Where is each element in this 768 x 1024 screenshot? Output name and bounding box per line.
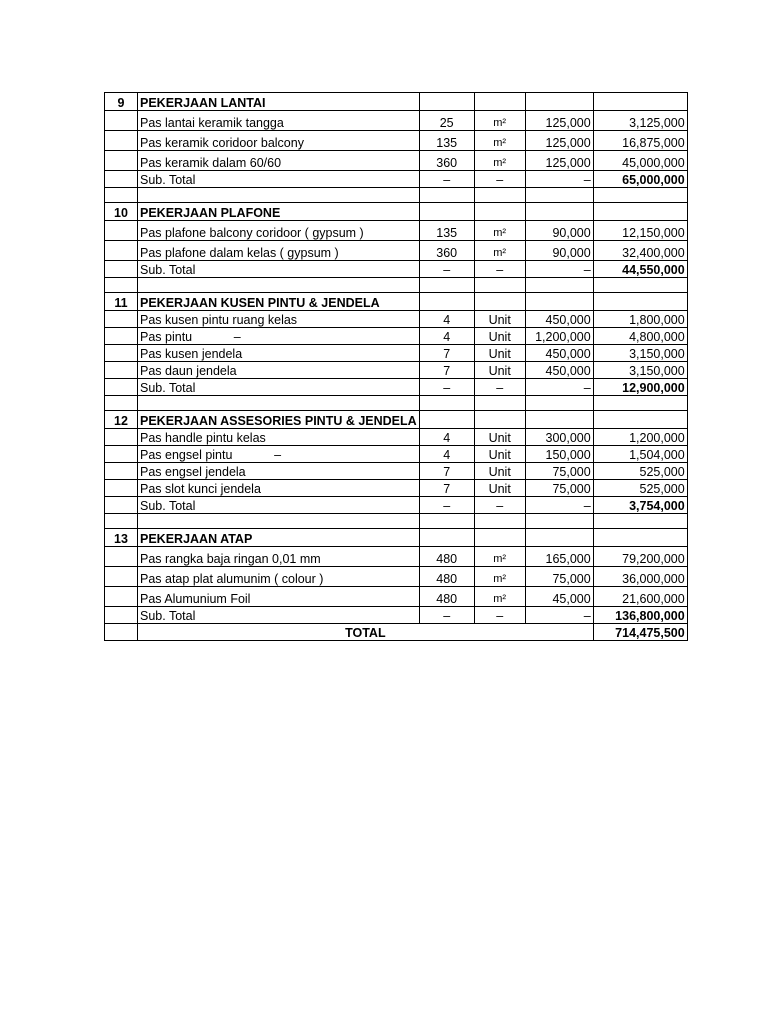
grand-total-amount: 714,475,500 xyxy=(593,624,687,641)
subtotal-volume: – xyxy=(419,379,474,396)
table-row xyxy=(105,446,688,463)
item-unit-price: 1,200,000 xyxy=(525,328,593,345)
section-title: PEKERJAAN KUSEN PINTU & JENDELA xyxy=(138,293,420,311)
item-description: Pas plafone balcony coridoor ( gypsum ) xyxy=(138,221,420,241)
item-volume: 4 xyxy=(419,446,474,463)
item-unit: m² xyxy=(474,131,525,151)
item-unit: Unit xyxy=(474,362,525,379)
subtotal-price: – xyxy=(525,261,593,278)
subtotal-volume: – xyxy=(419,607,474,624)
item-description: Pas engsel jendela xyxy=(138,463,420,480)
subtotal-label: Sub. Total xyxy=(138,607,420,624)
subtotal-label: Sub. Total xyxy=(138,379,420,396)
section-title: PEKERJAAN ASSESORIES PINTU & JENDELA xyxy=(138,411,420,429)
item-volume: 7 xyxy=(419,480,474,497)
table-row xyxy=(105,345,688,362)
subtotal-unit: – xyxy=(474,497,525,514)
blank-row xyxy=(105,514,688,529)
item-description: Pas Alumunium Foil xyxy=(138,587,420,607)
item-description: Pas lantai keramik tangga xyxy=(138,111,420,131)
item-amount: 1,200,000 xyxy=(593,429,687,446)
table-row xyxy=(105,567,688,587)
item-unit: Unit xyxy=(474,480,525,497)
item-unit-price: 125,000 xyxy=(525,131,593,151)
subtotal-amount: 3,754,000 xyxy=(593,497,687,514)
subtotal-amount: 44,550,000 xyxy=(593,261,687,278)
subtotal-price: – xyxy=(525,379,593,396)
table-row xyxy=(105,362,688,379)
item-unit: m² xyxy=(474,151,525,171)
section-header-row xyxy=(105,293,688,311)
item-unit: m² xyxy=(474,221,525,241)
item-description: Pas pintu – xyxy=(138,328,420,345)
subtotal-label: Sub. Total xyxy=(138,261,420,278)
blank-row xyxy=(105,278,688,293)
item-amount: 3,150,000 xyxy=(593,345,687,362)
item-volume: 7 xyxy=(419,463,474,480)
item-unit-price: 90,000 xyxy=(525,241,593,261)
section-title: PEKERJAAN LANTAI xyxy=(138,93,420,111)
subtotal-unit: – xyxy=(474,607,525,624)
subtotal-row xyxy=(105,261,688,278)
item-unit-price: 125,000 xyxy=(525,151,593,171)
grand-total-row xyxy=(105,624,688,641)
section-number: 9 xyxy=(105,93,138,111)
section-header-row xyxy=(105,411,688,429)
table-row xyxy=(105,480,688,497)
item-unit: Unit xyxy=(474,463,525,480)
subtotal-volume: – xyxy=(419,497,474,514)
item-description: Pas keramik coridoor balcony xyxy=(138,131,420,151)
item-unit: Unit xyxy=(474,429,525,446)
subtotal-price: – xyxy=(525,607,593,624)
item-description: Pas kusen jendela xyxy=(138,345,420,362)
item-unit-price: 450,000 xyxy=(525,345,593,362)
item-unit: m² xyxy=(474,567,525,587)
item-volume: 4 xyxy=(419,328,474,345)
subtotal-amount: 12,900,000 xyxy=(593,379,687,396)
item-amount: 1,504,000 xyxy=(593,446,687,463)
blank-row xyxy=(105,188,688,203)
subtotal-row xyxy=(105,171,688,188)
grand-total-label: TOTAL xyxy=(138,624,594,641)
item-volume: 360 xyxy=(419,241,474,261)
table-row xyxy=(105,463,688,480)
item-amount: 32,400,000 xyxy=(593,241,687,261)
item-unit-price: 150,000 xyxy=(525,446,593,463)
subtotal-price: – xyxy=(525,171,593,188)
item-unit-price: 450,000 xyxy=(525,311,593,328)
item-description: Pas atap plat alumunim ( colour ) xyxy=(138,567,420,587)
item-volume: 4 xyxy=(419,311,474,328)
item-unit: Unit xyxy=(474,311,525,328)
item-unit-price: 125,000 xyxy=(525,111,593,131)
item-volume: 360 xyxy=(419,151,474,171)
item-volume: 4 xyxy=(419,429,474,446)
item-amount: 4,800,000 xyxy=(593,328,687,345)
item-amount: 525,000 xyxy=(593,480,687,497)
item-unit-price: 75,000 xyxy=(525,567,593,587)
item-volume: 25 xyxy=(419,111,474,131)
item-unit-price: 450,000 xyxy=(525,362,593,379)
section-header-row xyxy=(105,203,688,221)
item-description: Pas slot kunci jendela xyxy=(138,480,420,497)
item-volume: 7 xyxy=(419,345,474,362)
item-unit-price: 165,000 xyxy=(525,547,593,567)
item-unit-price: 75,000 xyxy=(525,463,593,480)
section-number: 11 xyxy=(105,293,138,311)
item-description: Pas kusen pintu ruang kelas xyxy=(138,311,420,328)
subtotal-unit: – xyxy=(474,171,525,188)
table-row xyxy=(105,111,688,131)
item-unit: m² xyxy=(474,111,525,131)
item-amount: 12,150,000 xyxy=(593,221,687,241)
item-amount: 3,125,000 xyxy=(593,111,687,131)
item-volume: 7 xyxy=(419,362,474,379)
item-unit: Unit xyxy=(474,328,525,345)
item-volume: 135 xyxy=(419,221,474,241)
subtotal-label: Sub. Total xyxy=(138,497,420,514)
subtotal-amount: 65,000,000 xyxy=(593,171,687,188)
item-description: Pas rangka baja ringan 0,01 mm xyxy=(138,547,420,567)
item-amount: 79,200,000 xyxy=(593,547,687,567)
section-number: 12 xyxy=(105,411,138,429)
item-amount: 1,800,000 xyxy=(593,311,687,328)
item-volume: 480 xyxy=(419,547,474,567)
table-row xyxy=(105,151,688,171)
item-description: Pas handle pintu kelas xyxy=(138,429,420,446)
subtotal-label: Sub. Total xyxy=(138,171,420,188)
cost-estimate-table xyxy=(104,92,688,641)
subtotal-volume: – xyxy=(419,171,474,188)
item-unit: Unit xyxy=(474,345,525,362)
table-row xyxy=(105,131,688,151)
table-row xyxy=(105,429,688,446)
item-unit-price: 75,000 xyxy=(525,480,593,497)
item-volume: 135 xyxy=(419,131,474,151)
table-row xyxy=(105,547,688,567)
item-amount: 3,150,000 xyxy=(593,362,687,379)
table-row xyxy=(105,221,688,241)
item-description: Pas daun jendela xyxy=(138,362,420,379)
item-description: Pas plafone dalam kelas ( gypsum ) xyxy=(138,241,420,261)
subtotal-volume: – xyxy=(419,261,474,278)
item-unit-price: 90,000 xyxy=(525,221,593,241)
subtotal-unit: – xyxy=(474,261,525,278)
item-description: Pas engsel pintu – xyxy=(138,446,420,463)
item-description: Pas keramik dalam 60/60 xyxy=(138,151,420,171)
item-amount: 16,875,000 xyxy=(593,131,687,151)
section-number: 10 xyxy=(105,203,138,221)
item-unit-price: 300,000 xyxy=(525,429,593,446)
subtotal-row xyxy=(105,497,688,514)
item-unit-price: 45,000 xyxy=(525,587,593,607)
item-amount: 45,000,000 xyxy=(593,151,687,171)
item-amount: 525,000 xyxy=(593,463,687,480)
table-row xyxy=(105,587,688,607)
section-number: 13 xyxy=(105,529,138,547)
item-unit: m² xyxy=(474,547,525,567)
item-unit: Unit xyxy=(474,446,525,463)
subtotal-row xyxy=(105,379,688,396)
item-unit: m² xyxy=(474,241,525,261)
blank-row xyxy=(105,396,688,411)
item-amount: 21,600,000 xyxy=(593,587,687,607)
subtotal-unit: – xyxy=(474,379,525,396)
section-title: PEKERJAAN PLAFONE xyxy=(138,203,420,221)
section-header-row xyxy=(105,529,688,547)
item-unit: m² xyxy=(474,587,525,607)
table-row xyxy=(105,328,688,345)
section-header-row xyxy=(105,93,688,111)
table-row xyxy=(105,241,688,261)
item-volume: 480 xyxy=(419,567,474,587)
subtotal-price: – xyxy=(525,497,593,514)
subtotal-amount: 136,800,000 xyxy=(593,607,687,624)
item-amount: 36,000,000 xyxy=(593,567,687,587)
item-volume: 480 xyxy=(419,587,474,607)
subtotal-row xyxy=(105,607,688,624)
table-row xyxy=(105,311,688,328)
section-title: PEKERJAAN ATAP xyxy=(138,529,420,547)
